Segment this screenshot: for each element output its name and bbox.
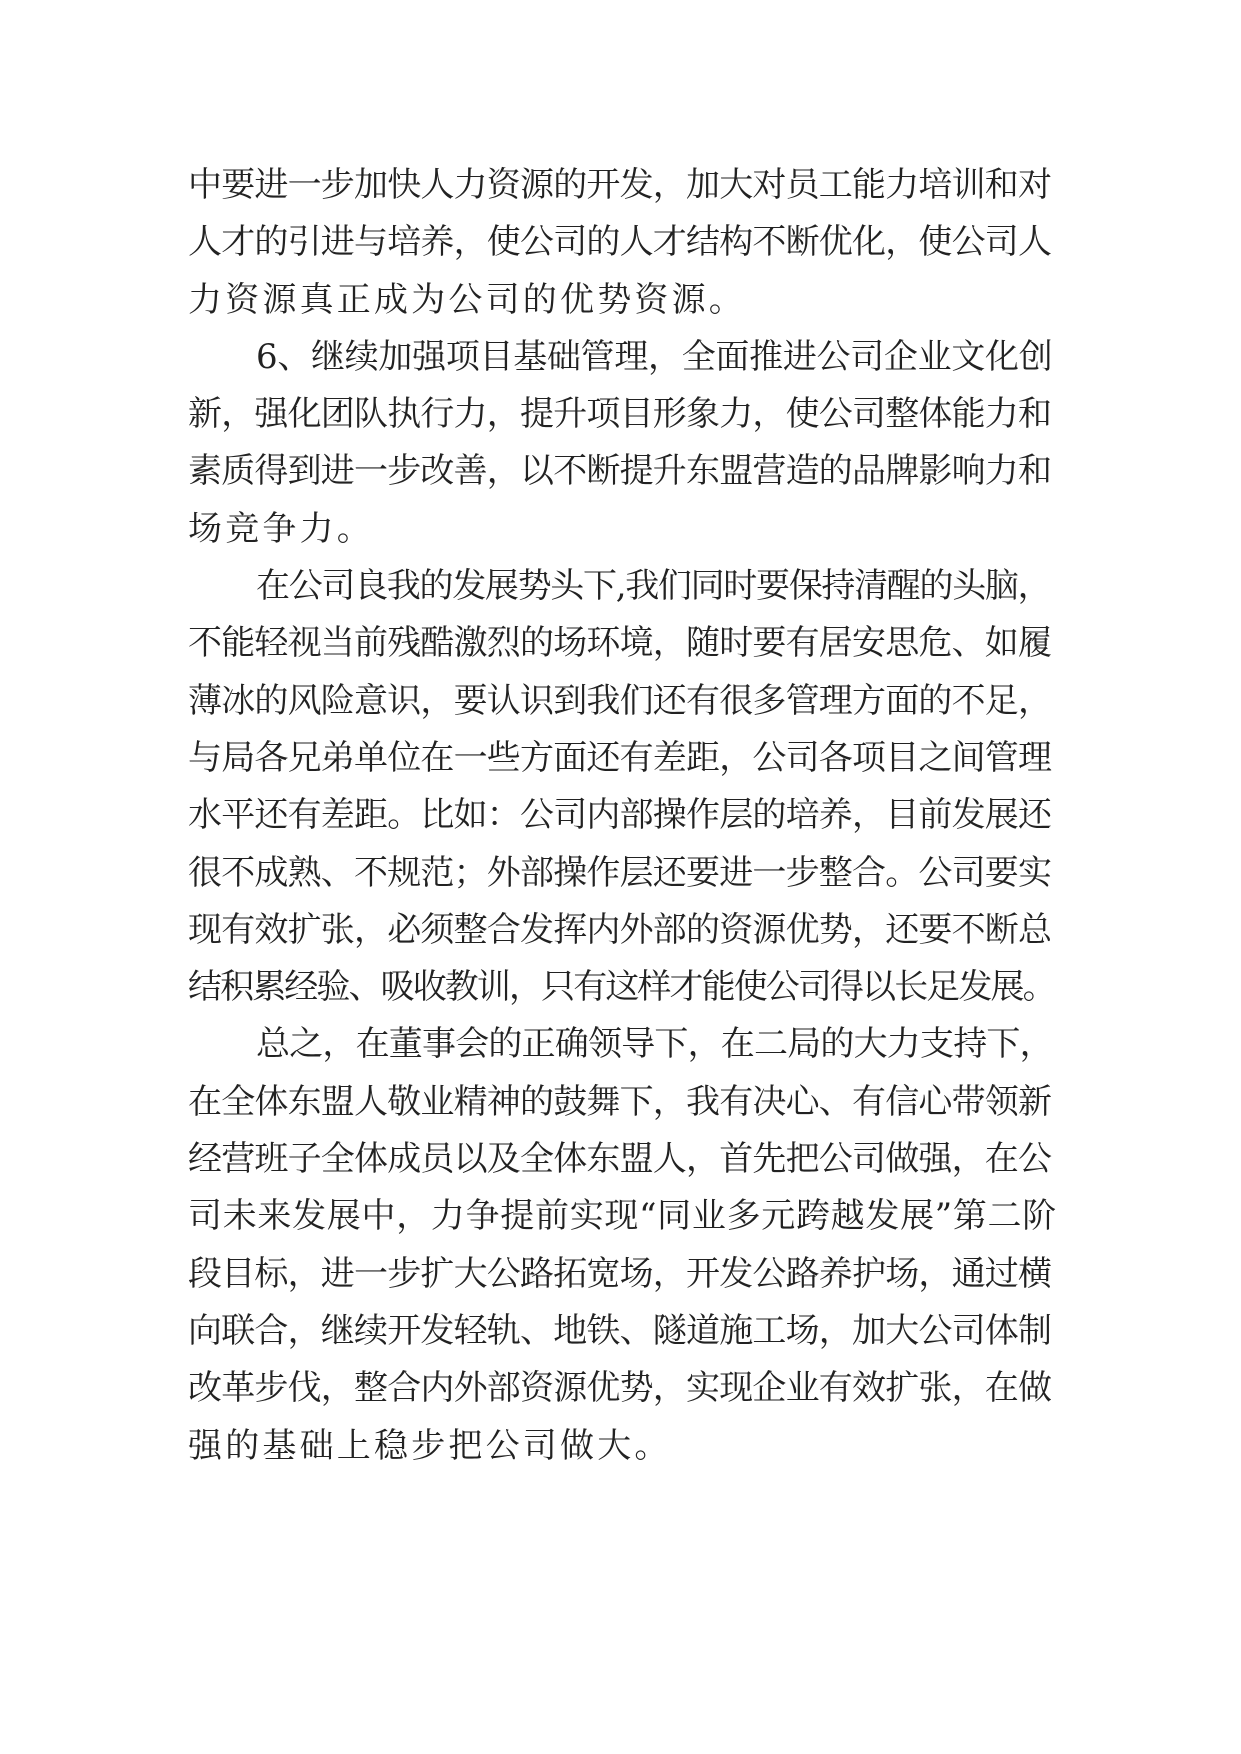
text-line: 新，强化团队执行力，提升项目形象力，使公司整体能力和: [188, 394, 1052, 435]
text-line: 素质得到进一步改善，以不断提升东盟营造的品牌影响力和: [188, 451, 1052, 492]
text-line: 段目标，进一步扩大公路拓宽场，开发公路养护场，通过横: [188, 1253, 1052, 1294]
text-line: 在全体东盟人敬业精神的鼓舞下，我有决心、有信心带领新: [188, 1081, 1052, 1122]
text-line: 很不成熟、不规范；外部操作层还要进一步整合。公司要实: [188, 852, 1052, 893]
paragraph-start-line: 6、继续加强项目基础管理，全面推进公司企业文化创: [256, 336, 1053, 377]
text-line: 强的基础上稳步把公司做大。: [188, 1425, 672, 1466]
text-line: 人才的引进与培养，使公司的人才结构不断优化，使公司人: [188, 222, 1052, 263]
text-line: 司未来发展中，力争提前实现“同业多元跨越发展”第二阶: [188, 1196, 1057, 1237]
text-line: 结积累经验、吸收教训，只有这样才能使公司得以长足发展。: [188, 967, 1055, 1008]
text-line: 中要进一步加快人力资源的开发，加大对员工能力培训和对: [188, 165, 1052, 205]
text-line: 现有效扩张，必须整合发挥内外部的资源优势，还要不断总: [188, 909, 1052, 950]
text-line: 薄冰的风险意识，要认识到我们还有很多管理方面的不足，: [188, 680, 1052, 721]
text-line: 与局各兄弟单位在一些方面还有差距，公司各项目之间管理: [188, 737, 1052, 778]
text-line: 改革步伐，整合内外部资源优势，实现企业有效扩张，在做: [188, 1368, 1052, 1409]
text-line: 不能轻视当前残酷激烈的场环境，随时要有居安思危、如履: [188, 623, 1052, 664]
text-line: 向联合，继续开发轻轨、地铁、隧道施工场，加大公司体制: [188, 1310, 1052, 1351]
text-line: 经营班子全体成员以及全体东盟人，首先把公司做强，在公: [188, 1139, 1052, 1180]
paragraph-start-line: 总之，在董事会的正确领导下，在二局的大力支持下，: [256, 1024, 1053, 1065]
text-line: 场竞争力。: [188, 508, 374, 549]
body-text: [188, 157, 1058, 1475]
text-line: 水平还有差距。比如：公司内部操作层的培养，目前发展还: [188, 795, 1052, 836]
paragraph-start-line: 在公司良我的发展势头下,我们同时要保持清醒的头脑，: [256, 566, 1051, 607]
text-line: 力资源真正成为公司的优势资源。: [188, 279, 746, 320]
